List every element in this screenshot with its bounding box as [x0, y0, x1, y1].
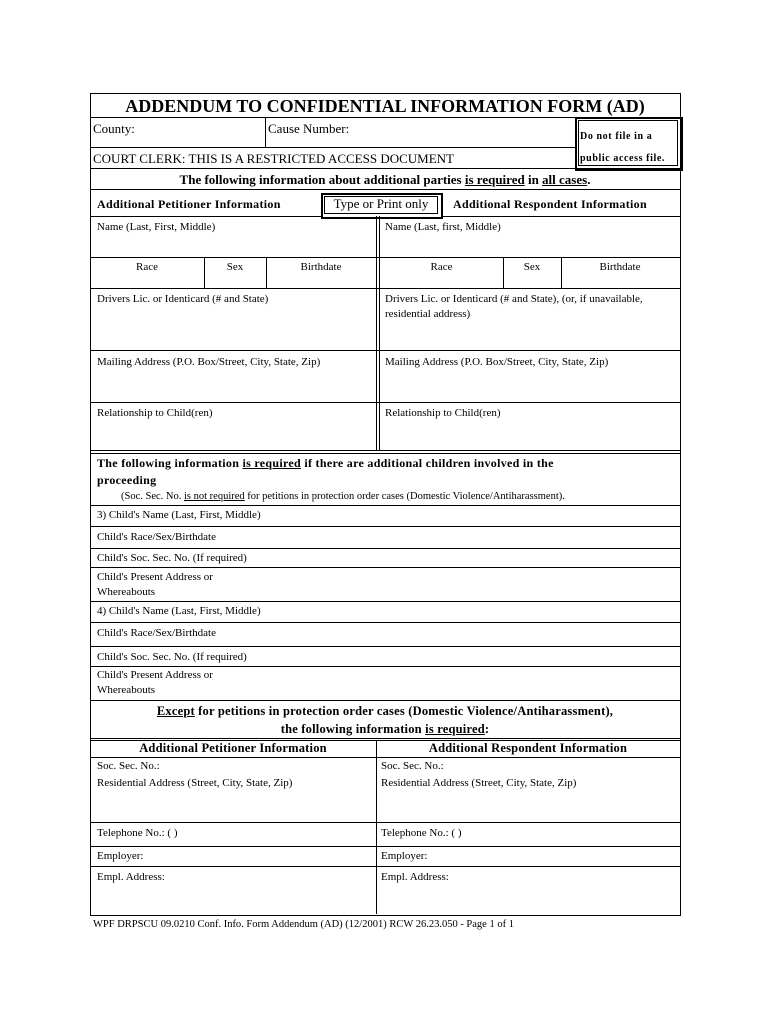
divider	[265, 117, 266, 147]
respondent-drivers-label[interactable]: Drivers Lic. or Identicard (# and State), (or, if unavailable,	[385, 293, 643, 305]
public-access-text: public access file.	[580, 153, 666, 164]
divider	[90, 526, 680, 527]
divider	[90, 216, 322, 217]
cause-number-field[interactable]: Cause Number:	[268, 121, 350, 136]
divider	[90, 350, 680, 351]
divider	[90, 846, 680, 847]
child4-address-label-2: Whereabouts	[97, 684, 156, 696]
center-divider	[379, 216, 380, 450]
ssn-note-not-required: is not required	[184, 491, 245, 502]
respondent-drivers-label-2: residential address)	[385, 308, 471, 320]
child3-ssn-label[interactable]: Child's Soc. Sec. No. (If required)	[97, 552, 247, 564]
respondent-birthdate-label[interactable]: Birthdate	[599, 261, 641, 273]
intro-all-cases: all cases	[542, 172, 588, 187]
respondent-heading: Additional Respondent Information	[453, 197, 647, 211]
child4-rsb-label[interactable]: Child's Race/Sex/Birthdate	[97, 627, 216, 639]
clerk-notice: COURT CLERK: THIS IS A RESTRICTED ACCESS DOCUMENT	[93, 151, 454, 166]
except-petitioner-residential[interactable]: Residential Address (Street, City, State, Zip)	[97, 777, 293, 789]
except-required: is required	[425, 722, 485, 736]
except-word: Except	[156, 704, 195, 718]
petitioner-heading: Additional Petitioner Information	[97, 197, 281, 211]
except-text: the following information	[280, 722, 426, 736]
form-title: ADDENDUM TO CONFIDENTIAL INFORMATION FORM (AD)	[125, 96, 645, 116]
except-respondent-phone[interactable]: Telephone No.: ( )	[381, 827, 462, 839]
petitioner-birthdate-label[interactable]: Birthdate	[300, 261, 342, 273]
except-text: :	[484, 722, 490, 736]
center-divider	[376, 740, 377, 914]
divider	[90, 646, 680, 647]
child4-ssn-label[interactable]: Child's Soc. Sec. No. (If required)	[97, 651, 247, 663]
respondent-race-label[interactable]: Race	[430, 261, 453, 273]
except-petitioner-empl-address[interactable]: Empl. Address:	[97, 871, 165, 883]
child4-name-label[interactable]: 4) Child's Name (Last, First, Middle)	[97, 605, 261, 617]
center-divider	[376, 216, 377, 450]
petitioner-mailing-label[interactable]: Mailing Address (P.O. Box/Street, City, State, Zip)	[97, 356, 321, 368]
child3-address-label[interactable]: Child's Present Address or	[97, 571, 213, 583]
intro-text: The following information about additional parties	[179, 172, 465, 187]
except-respondent-empl-address[interactable]: Empl. Address:	[381, 871, 449, 883]
child3-name-label[interactable]: 3) Child's Name (Last, First, Middle)	[97, 509, 261, 521]
except-petitioner-ssn[interactable]: Soc. Sec. No.:	[97, 760, 160, 772]
divider	[90, 257, 680, 258]
petitioner-relationship-label[interactable]: Relationship to Child(ren)	[97, 407, 213, 419]
divider	[90, 505, 680, 506]
respondent-relationship-label[interactable]: Relationship to Child(ren)	[385, 407, 501, 419]
petitioner-drivers-label[interactable]: Drivers Lic. or Identicard (# and State)	[97, 293, 269, 305]
divider	[90, 622, 680, 623]
form-footer: WPF DRPSCU 09.0210 Conf. Info. Form Addendum (AD) (12/2001) RCW 26.23.050 - Page 1 of 1	[93, 919, 514, 930]
except-petitioner-employer[interactable]: Employer:	[97, 850, 144, 862]
county-field[interactable]: County:	[93, 121, 135, 136]
divider	[90, 666, 680, 667]
children-intro-text: The following information	[97, 456, 243, 470]
divider	[90, 453, 680, 454]
divider	[90, 402, 680, 403]
divider	[90, 567, 680, 568]
divider	[441, 216, 680, 217]
divider	[90, 601, 680, 602]
petitioner-name-label[interactable]: Name (Last, First, Middle)	[97, 221, 216, 233]
ssn-note-text: (Soc. Sec. No.	[121, 491, 184, 502]
children-intro-text: if there are additional children involved in the	[301, 456, 554, 470]
divider	[90, 700, 680, 701]
except-intro-2	[90, 722, 680, 737]
type-or-print-label: Type or Print only	[333, 196, 429, 211]
child4-address-label[interactable]: Child's Present Address or	[97, 669, 213, 681]
child3-address-label-2: Whereabouts	[97, 586, 156, 598]
ssn-note	[121, 489, 565, 504]
petitioner-race-label[interactable]: Race	[136, 261, 158, 273]
divider	[90, 147, 576, 148]
divider	[90, 168, 680, 169]
ssn-note-text: for petitions in protection order cases (Domestic Violence/Antiharassment).	[244, 491, 565, 502]
required-intro	[90, 172, 680, 187]
divider	[90, 189, 680, 190]
except-intro	[90, 704, 680, 719]
except-respondent-heading: Additional Respondent Information	[428, 741, 628, 755]
intro-required: is required	[464, 172, 525, 187]
divider	[90, 450, 680, 451]
divider	[90, 757, 680, 758]
except-respondent-residential[interactable]: Residential Address (Street, City, State, Zip)	[381, 777, 577, 789]
do-not-file-text: Do not file in a	[580, 131, 653, 142]
except-petitioner-phone[interactable]: Telephone No.: ( )	[97, 827, 178, 839]
divider	[90, 822, 680, 823]
children-intro-required: is required	[242, 456, 302, 470]
except-petitioner-heading: Additional Petitioner Information	[139, 741, 327, 755]
divider	[90, 866, 680, 867]
divider	[90, 738, 680, 739]
children-intro	[97, 456, 554, 471]
divider	[90, 288, 680, 289]
except-respondent-employer[interactable]: Employer:	[381, 850, 428, 862]
child3-rsb-label[interactable]: Child's Race/Sex/Birthdate	[97, 531, 216, 543]
intro-text: in	[524, 172, 543, 187]
children-intro-2: proceeding	[97, 473, 157, 487]
except-respondent-ssn[interactable]: Soc. Sec. No.:	[381, 760, 444, 772]
divider	[90, 548, 680, 549]
intro-text: .	[587, 172, 591, 187]
respondent-sex-label[interactable]: Sex	[523, 261, 541, 273]
except-text: for petitions in protection order cases (Domestic Violence/Antiharassment),	[194, 704, 614, 718]
respondent-mailing-label[interactable]: Mailing Address (P.O. Box/Street, City, State, Zip)	[385, 356, 609, 368]
petitioner-sex-label[interactable]: Sex	[226, 261, 244, 273]
respondent-name-label[interactable]: Name (Last, first, Middle)	[385, 221, 501, 233]
